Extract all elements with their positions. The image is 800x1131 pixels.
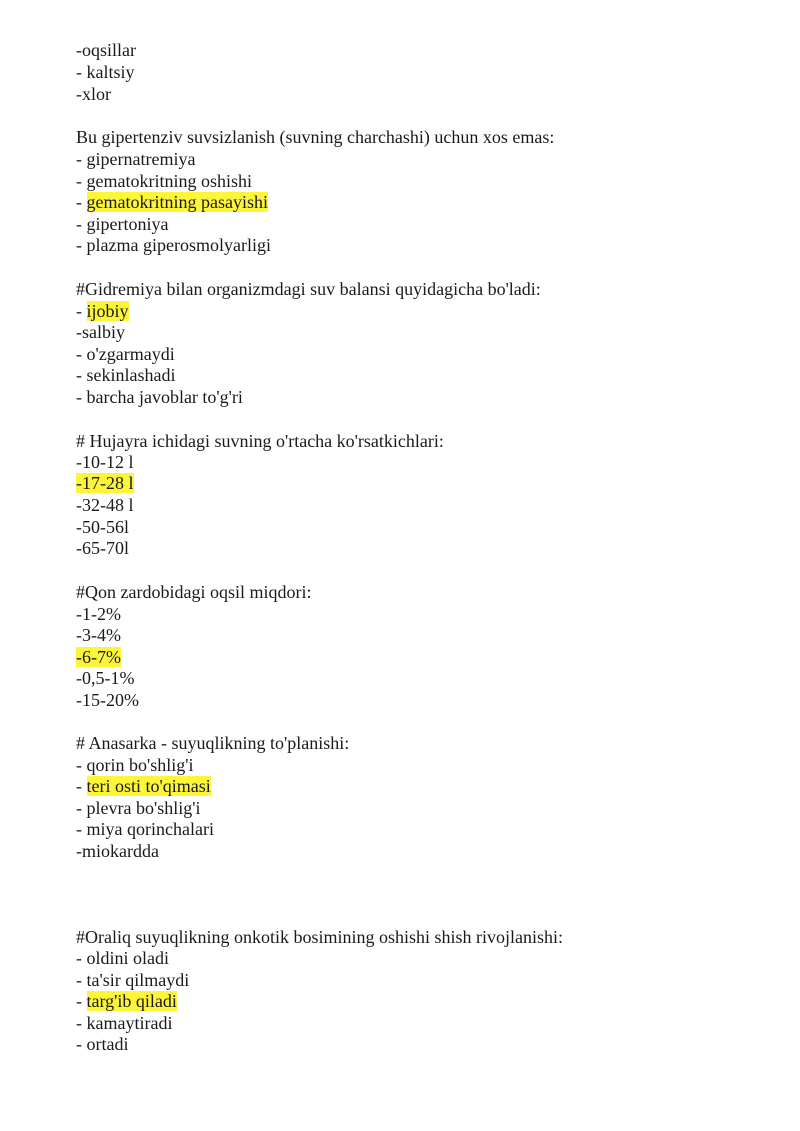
- option-prefix: -: [76, 301, 87, 321]
- answer-option: - gipernatremiya: [76, 149, 196, 169]
- answer-option: - ortadi: [76, 1034, 129, 1054]
- answer-option: - o'zgarmaydi: [76, 344, 175, 364]
- text-line: - kaltsiy: [76, 62, 135, 82]
- question-line: # Hujayra ichidagi suvning o'rtacha ko'rsatkichlari:: [76, 431, 444, 451]
- answer-option: -salbiy: [76, 322, 125, 342]
- question-line: #Oraliq suyuqlikning onkotik bosimining oshishi shish rivojlanishi:: [76, 927, 564, 947]
- text-line: -oqsillar: [76, 40, 136, 60]
- highlighted-answer: targ'ib qiladi: [86, 991, 177, 1011]
- question-line: #Gidremiya bilan organizmdagi suv balansi quyidagicha bo'ladi:: [76, 279, 541, 299]
- text-line: -xlor: [76, 84, 111, 104]
- answer-option: - barcha javoblar to'g'ri: [76, 387, 243, 407]
- option-prefix: -: [76, 776, 87, 796]
- option-prefix: -: [76, 991, 87, 1011]
- answer-option-correct: [76, 646, 121, 668]
- answer-option: -1-2%: [76, 604, 121, 624]
- answer-option-correct: [76, 990, 177, 1012]
- answer-option-correct: [76, 300, 129, 322]
- answer-option: -0,5-1%: [76, 668, 135, 688]
- highlighted-answer: teri osti to'qimasi: [86, 776, 211, 796]
- question-line: Bu gipertenziv suvsizlanish (suvning charchashi) uchun xos emas:: [76, 127, 555, 147]
- answer-option: -32-48 l: [76, 495, 134, 515]
- answer-option: - miya qorinchalari: [76, 819, 214, 839]
- question-line: #Qon zardobidagi oqsil miqdori:: [76, 582, 312, 602]
- answer-option: - plazma giperosmolyarligi: [76, 235, 271, 255]
- answer-option-correct: [76, 775, 211, 797]
- option-prefix: -: [76, 192, 87, 212]
- answer-option: -10-12 l: [76, 452, 134, 472]
- question-line: # Anasarka - suyuqlikning to'planishi:: [76, 733, 350, 753]
- answer-option: -miokardda: [76, 841, 159, 861]
- answer-option-correct: [76, 191, 268, 213]
- answer-option: -3-4%: [76, 625, 121, 645]
- answer-option: - plevra bo'shlig'i: [76, 798, 201, 818]
- answer-option: -15-20%: [76, 690, 139, 710]
- answer-option: - sekinlashadi: [76, 365, 176, 385]
- highlighted-answer: ijobiy: [86, 301, 129, 321]
- answer-option: -65-70l: [76, 538, 129, 558]
- highlighted-answer: gematokritning pasayishi: [86, 192, 268, 212]
- highlighted-answer: -6-7%: [76, 647, 121, 667]
- answer-option: - qorin bo'shlig'i: [76, 755, 194, 775]
- answer-option: - oldini oladi: [76, 948, 169, 968]
- answer-option: - gematokritning oshishi: [76, 171, 252, 191]
- highlighted-answer: -17-28 l: [76, 473, 134, 493]
- answer-option: -50-56l: [76, 517, 129, 537]
- answer-option-correct: [76, 472, 134, 494]
- answer-option: - ta'sir qilmaydi: [76, 970, 190, 990]
- answer-option: - gipertoniya: [76, 214, 169, 234]
- answer-option: - kamaytiradi: [76, 1013, 173, 1033]
